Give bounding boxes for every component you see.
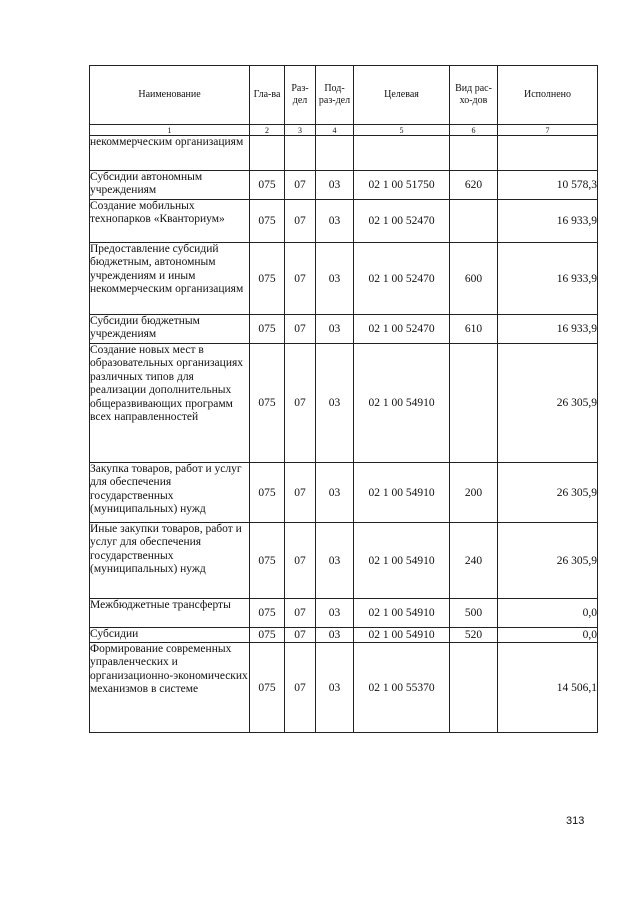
header-row <box>90 66 598 125</box>
row-celevaya: 02 1 00 54910 <box>354 344 450 463</box>
row-celevaya: 02 1 00 52470 <box>354 315 450 344</box>
row-podrazdel <box>316 136 354 171</box>
row-name: Субсидии <box>90 628 250 643</box>
header-glava: Гла-ва <box>250 66 285 125</box>
row-celevaya: 02 1 00 54910 <box>354 463 450 523</box>
row-podrazdel: 03 <box>316 344 354 463</box>
row-glava: 075 <box>250 200 285 243</box>
table-row <box>90 315 598 344</box>
column-number: 3 <box>285 125 316 136</box>
row-glava: 075 <box>250 171 285 200</box>
row-ispolneno: 16 933,9 <box>498 243 598 315</box>
row-podrazdel: 03 <box>316 643 354 733</box>
row-razdel: 07 <box>285 171 316 200</box>
row-razdel: 07 <box>285 628 316 643</box>
row-razdel <box>285 136 316 171</box>
row-name: Субсидии бюджетным учреждениям <box>90 315 250 344</box>
table-row <box>90 136 598 171</box>
row-vid-rashodov <box>450 643 498 733</box>
row-glava: 075 <box>250 628 285 643</box>
header-ispolneno: Исполнено <box>498 66 598 125</box>
row-name: Формирование современных управленческих и организационно-экономических механизмов в системе <box>90 643 250 733</box>
header-name: Наименование <box>90 66 250 125</box>
row-razdel: 07 <box>285 523 316 599</box>
row-ispolneno: 26 305,9 <box>498 523 598 599</box>
row-ispolneno: 0,0 <box>498 628 598 643</box>
row-ispolneno <box>498 136 598 171</box>
row-razdel: 07 <box>285 463 316 523</box>
row-vid-rashodov <box>450 136 498 171</box>
row-glava: 075 <box>250 523 285 599</box>
column-number-row <box>90 125 598 136</box>
column-number: 6 <box>450 125 498 136</box>
row-podrazdel: 03 <box>316 315 354 344</box>
header-podrazdel: Под-раз-дел <box>316 66 354 125</box>
row-celevaya <box>354 136 450 171</box>
row-razdel: 07 <box>285 315 316 344</box>
row-ispolneno: 0,0 <box>498 599 598 628</box>
row-ispolneno: 26 305,9 <box>498 463 598 523</box>
row-name: некоммерческим организациям <box>90 136 250 171</box>
row-celevaya: 02 1 00 52470 <box>354 200 450 243</box>
page-number: 313 <box>566 815 585 827</box>
row-podrazdel: 03 <box>316 171 354 200</box>
row-glava: 075 <box>250 643 285 733</box>
table-row <box>90 344 598 463</box>
row-glava: 075 <box>250 599 285 628</box>
table-row <box>90 523 598 599</box>
row-glava: 075 <box>250 344 285 463</box>
row-podrazdel: 03 <box>316 200 354 243</box>
row-podrazdel: 03 <box>316 628 354 643</box>
row-glava: 075 <box>250 243 285 315</box>
row-razdel: 07 <box>285 599 316 628</box>
row-glava <box>250 136 285 171</box>
row-razdel: 07 <box>285 200 316 243</box>
table-row <box>90 599 598 628</box>
header-celevaya: Целевая <box>354 66 450 125</box>
table-row <box>90 171 598 200</box>
row-ispolneno: 16 933,9 <box>498 315 598 344</box>
row-vid-rashodov: 520 <box>450 628 498 643</box>
row-glava: 075 <box>250 315 285 344</box>
row-vid-rashodov <box>450 344 498 463</box>
row-celevaya: 02 1 00 54910 <box>354 523 450 599</box>
row-vid-rashodov <box>450 200 498 243</box>
row-celevaya: 02 1 00 55370 <box>354 643 450 733</box>
row-vid-rashodov: 610 <box>450 315 498 344</box>
table-row <box>90 200 598 243</box>
row-podrazdel: 03 <box>316 243 354 315</box>
table-row <box>90 628 598 643</box>
header-razdel: Раз-дел <box>285 66 316 125</box>
row-ispolneno: 10 578,3 <box>498 171 598 200</box>
row-vid-rashodov: 620 <box>450 171 498 200</box>
row-podrazdel: 03 <box>316 463 354 523</box>
row-name: Предоставление субсидий бюджетным, автономным учреждениям и иным некоммерческим организациям <box>90 243 250 315</box>
row-name: Создание новых мест в образовательных организациях различных типов для реализации дополнительных общеразвивающих программ всех направленностей <box>90 344 250 463</box>
column-number: 4 <box>316 125 354 136</box>
table-row <box>90 643 598 733</box>
row-podrazdel: 03 <box>316 599 354 628</box>
column-number: 7 <box>498 125 598 136</box>
row-celevaya: 02 1 00 51750 <box>354 171 450 200</box>
row-vid-rashodov: 200 <box>450 463 498 523</box>
row-name: Создание мобильных технопарков «Кванториум» <box>90 200 250 243</box>
row-name: Закупка товаров, работ и услуг для обеспечения государственных (муниципальных) нужд <box>90 463 250 523</box>
row-name: Иные закупки товаров, работ и услуг для обеспечения государственных (муниципальных) нужд <box>90 523 250 599</box>
table-row <box>90 463 598 523</box>
row-glava: 075 <box>250 463 285 523</box>
row-celevaya: 02 1 00 54910 <box>354 628 450 643</box>
row-vid-rashodov: 240 <box>450 523 498 599</box>
column-number: 5 <box>354 125 450 136</box>
row-ispolneno: 26 305,9 <box>498 344 598 463</box>
row-razdel: 07 <box>285 243 316 315</box>
row-celevaya: 02 1 00 54910 <box>354 599 450 628</box>
row-name: Субсидии автономным учреждениям <box>90 171 250 200</box>
row-razdel: 07 <box>285 643 316 733</box>
column-number: 2 <box>250 125 285 136</box>
row-ispolneno: 16 933,9 <box>498 200 598 243</box>
row-ispolneno: 14 506,1 <box>498 643 598 733</box>
row-name: Межбюджетные трансферты <box>90 599 250 628</box>
row-razdel: 07 <box>285 344 316 463</box>
row-celevaya: 02 1 00 52470 <box>354 243 450 315</box>
table-row <box>90 243 598 315</box>
row-vid-rashodov: 600 <box>450 243 498 315</box>
budget-table <box>89 65 598 733</box>
row-podrazdel: 03 <box>316 523 354 599</box>
header-vid-rashodov: Вид рас-хо-дов <box>450 66 498 125</box>
column-number: 1 <box>90 125 250 136</box>
row-vid-rashodov: 500 <box>450 599 498 628</box>
